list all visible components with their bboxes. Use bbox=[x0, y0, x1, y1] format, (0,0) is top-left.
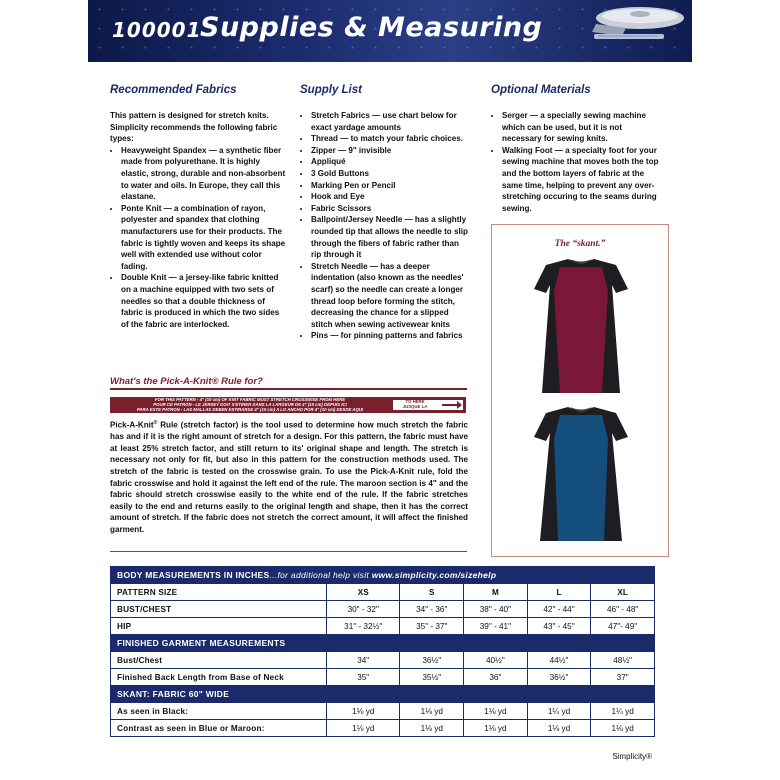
rule-end-line: HASTA ALLA bbox=[401, 408, 429, 414]
table-cell: 36" bbox=[464, 669, 528, 686]
table-cell: 30" - 32" bbox=[327, 601, 400, 618]
optional-materials-section bbox=[491, 84, 661, 214]
table-cell: 40½" bbox=[464, 652, 528, 669]
rule-line: FOR THIS PATTERN - 4" (10 cm) OF KNIT FABRIC MUST STRETCH CROSSWISE FROM HERE bbox=[154, 397, 346, 402]
rule-end-text bbox=[396, 400, 434, 414]
rule-line: PARA ESTE PATRON - LAS MALLAS DEBEN ESTIRARSE 4" (10 cm) A LO ANCHO POR 4" (10 cm) DESDE AQUI bbox=[136, 406, 364, 412]
list-item: • Appliqué bbox=[311, 156, 470, 168]
table-cell: 38" - 40" bbox=[464, 601, 528, 618]
table-header bbox=[111, 567, 655, 584]
blue-dress-image bbox=[524, 403, 638, 543]
body-text: Rule (stretch factor) is the tool used to determine how much stretch the fabric has and if it is the right amount of stretch for a design. For this pattern, the fabric must have at least 25% stretch factor, and still return to its' original shape and length. The stretch is necessary not only for fit, but also in this pattern for the construction methods used. The stretch of the fabric is tested on the crosswise grain. To use the Pick-A-Knit rule, fold the fabric crosswise and hold it against the left end of the rule. The maroon section is 4" and the fabric should stretch crosswise easily to the white end of the rule. If the fabric stretches easily to the end and returns easily to the original length and shape, then it has the correct amount of stretch. If the fabric does not stretch the correct amount, it will affect the finished garment. bbox=[110, 420, 468, 535]
table-cell: 1⅛ yd bbox=[400, 703, 464, 720]
list-item: • Heavyweight Spandex — a synthetic fiber made from polyurethane. It is highly elastic, strong, durable and non-absorbent to water and oils. In Europe, they call this elastane. bbox=[121, 145, 286, 203]
list-item: • 3 Gold Buttons bbox=[311, 168, 470, 180]
list-item: • Ballpoint/Jersey Needle — has a slightly rounded tip that allows the needle to slip through the fibers of fabric rather than rip through it bbox=[311, 214, 470, 260]
pick-a-knit-rule bbox=[110, 397, 466, 413]
size-cell: XS bbox=[327, 584, 400, 601]
pattern-number: 100001 bbox=[112, 18, 202, 42]
table-cell: 31" - 32½" bbox=[327, 618, 400, 635]
table-cell: 34" bbox=[327, 652, 400, 669]
divider bbox=[110, 388, 467, 390]
table-row bbox=[111, 584, 655, 601]
table-cell: 43" - 45" bbox=[527, 618, 591, 635]
table-cell: 36½" bbox=[527, 669, 591, 686]
table-cell: 47"- 49" bbox=[591, 618, 655, 635]
table-cell: 34" - 36" bbox=[400, 601, 464, 618]
row-label: As seen in Black: bbox=[111, 703, 327, 720]
table-row bbox=[111, 652, 655, 669]
table-cell: 39" - 41" bbox=[464, 618, 528, 635]
skant-caption: The “skant.” bbox=[554, 239, 606, 249]
list-item: • Walking Foot — a specialty foot for your sewing machine that moves both the top and the bottom layers of fabric at the same time, helping to prevent any over-stretching occuring to the seams during sewing. bbox=[502, 145, 661, 215]
size-cell: L bbox=[527, 584, 591, 601]
measurements-table bbox=[110, 566, 655, 737]
rule-end-line: JUSQUE LA bbox=[402, 403, 428, 409]
table-cell: 48½" bbox=[591, 652, 655, 669]
rule-end-line: TO HERE bbox=[405, 399, 425, 404]
table-cell: 1⅛ yd bbox=[527, 720, 591, 737]
recommended-fabrics-section bbox=[110, 84, 286, 330]
skant-illustration bbox=[491, 224, 669, 557]
list-item: • Zipper — 9" invisible bbox=[311, 145, 470, 157]
table-row bbox=[111, 703, 655, 720]
header-help: ...for additional help visit bbox=[269, 570, 372, 580]
table-cell: 1¼ yd bbox=[591, 703, 655, 720]
table-cell: 35½" bbox=[400, 669, 464, 686]
list-item: • Fabric Scissors bbox=[311, 203, 470, 215]
table-row bbox=[111, 618, 655, 635]
fabrics-list bbox=[110, 145, 286, 331]
pick-a-knit-body bbox=[110, 418, 468, 536]
brand-name: Pick-A-Knit bbox=[110, 420, 154, 430]
list-item: • Double Knit — a jersey-like fabric knitted on a machine equipped with two sets of needles so that a double thickness of fabric is produced in which the two sides of the fabric are interlocked. bbox=[121, 272, 286, 330]
row-label: Contrast as seen in Blue or Maroon: bbox=[111, 720, 327, 737]
rule-text bbox=[110, 398, 390, 412]
brand-footer: Simplicity® bbox=[612, 752, 652, 761]
table-cell: 1⅛ yd bbox=[464, 703, 528, 720]
table-section-header bbox=[111, 686, 655, 703]
table-row bbox=[111, 601, 655, 618]
table-cell: 1⅛ yd bbox=[400, 720, 464, 737]
section-heading: Recommended Fabrics bbox=[110, 84, 237, 96]
table-cell: 1⅛ yd bbox=[591, 720, 655, 737]
table-cell: 1⅛ yd bbox=[327, 703, 400, 720]
table-cell: 36½" bbox=[400, 652, 464, 669]
section-header: FINISHED GARMENT MEASUREMENTS bbox=[111, 635, 655, 652]
section-heading: Optional Materials bbox=[491, 84, 591, 96]
rule-end-marker bbox=[392, 399, 464, 414]
list-item: • Pins — for pinning patterns and fabrics bbox=[311, 330, 470, 342]
table-cell: 37" bbox=[591, 669, 655, 686]
fabrics-intro: This pattern is designed for stretch knits. Simplicity recommends the following fabric types: bbox=[110, 111, 278, 144]
size-cell: M bbox=[464, 584, 528, 601]
table-cell: 35" bbox=[327, 669, 400, 686]
supply-list-section bbox=[300, 84, 470, 342]
arrow-right-icon bbox=[442, 404, 460, 406]
table-cell: 1¼ yd bbox=[527, 703, 591, 720]
table-cell: 42" - 44" bbox=[527, 601, 591, 618]
registered-mark: ® bbox=[153, 420, 158, 426]
supply-list bbox=[300, 110, 470, 342]
list-item: • Hook and Eye bbox=[311, 191, 470, 203]
table-section-header bbox=[111, 635, 655, 652]
row-label: Bust/Chest bbox=[111, 652, 327, 669]
rule-line: POUR CE PATRON - LE JERSEY DOIT S'ETIRER DANS LA LARGEUR DE 4" (10 cm) DEPUIS ICI bbox=[153, 401, 347, 407]
list-item: • Ponte Knit — a combination of rayon, polyester and spandex that clothing manufacturers use for their products. The fabric is tightly woven and keeps its shape well with extended use without color fading. bbox=[121, 203, 286, 273]
header-title: BODY MEASUREMENTS IN INCHES bbox=[117, 570, 270, 580]
table-cell: 1⅛ yd bbox=[464, 720, 528, 737]
row-label: PATTERN SIZE bbox=[111, 584, 327, 601]
list-item: • Stretch Fabrics — use chart below for exact yardage amounts bbox=[311, 110, 470, 133]
maroon-dress-image bbox=[524, 255, 638, 395]
page-title: Supplies & Measuring bbox=[200, 12, 543, 43]
list-item: • Serger — a specially sewing machine which can be used, but it is not necessary for sewing knits. bbox=[502, 110, 661, 145]
list-item: • Stretch Needle — has a deeper indentation (also known as the needles' scarf) so the needle can create a longer thread loop before forming the stitch, decreasing the chance for a slipped stitch when sewing activewear knits bbox=[311, 261, 470, 331]
row-label: HIP bbox=[111, 618, 327, 635]
table-row bbox=[111, 720, 655, 737]
starship-icon bbox=[556, 2, 686, 48]
table-row bbox=[111, 669, 655, 686]
list-item: • Thread — to match your fabric choices. bbox=[311, 133, 470, 145]
table-cell: 35" - 37" bbox=[400, 618, 464, 635]
table-cell: 44½" bbox=[527, 652, 591, 669]
size-cell: S bbox=[400, 584, 464, 601]
section-heading: Supply List bbox=[300, 84, 362, 96]
section-header: SKANT: FABRIC 60" WIDE bbox=[111, 686, 655, 703]
pick-a-knit-heading: What's the Pick-A-Knit® Rule for? bbox=[110, 376, 263, 387]
row-label: Finished Back Length from Base of Neck bbox=[111, 669, 327, 686]
table-header-row bbox=[111, 567, 655, 584]
table-cell: 1⅛ yd bbox=[327, 720, 400, 737]
divider bbox=[110, 551, 467, 552]
table-cell: 46" - 48" bbox=[591, 601, 655, 618]
size-help-link[interactable]: www.simplicity.com/sizehelp bbox=[371, 570, 497, 580]
row-label: BUST/CHEST bbox=[111, 601, 327, 618]
size-cell: XL bbox=[591, 584, 655, 601]
list-item: • Marking Pen or Pencil bbox=[311, 180, 470, 192]
title-banner bbox=[88, 0, 692, 62]
optional-list bbox=[491, 110, 661, 214]
